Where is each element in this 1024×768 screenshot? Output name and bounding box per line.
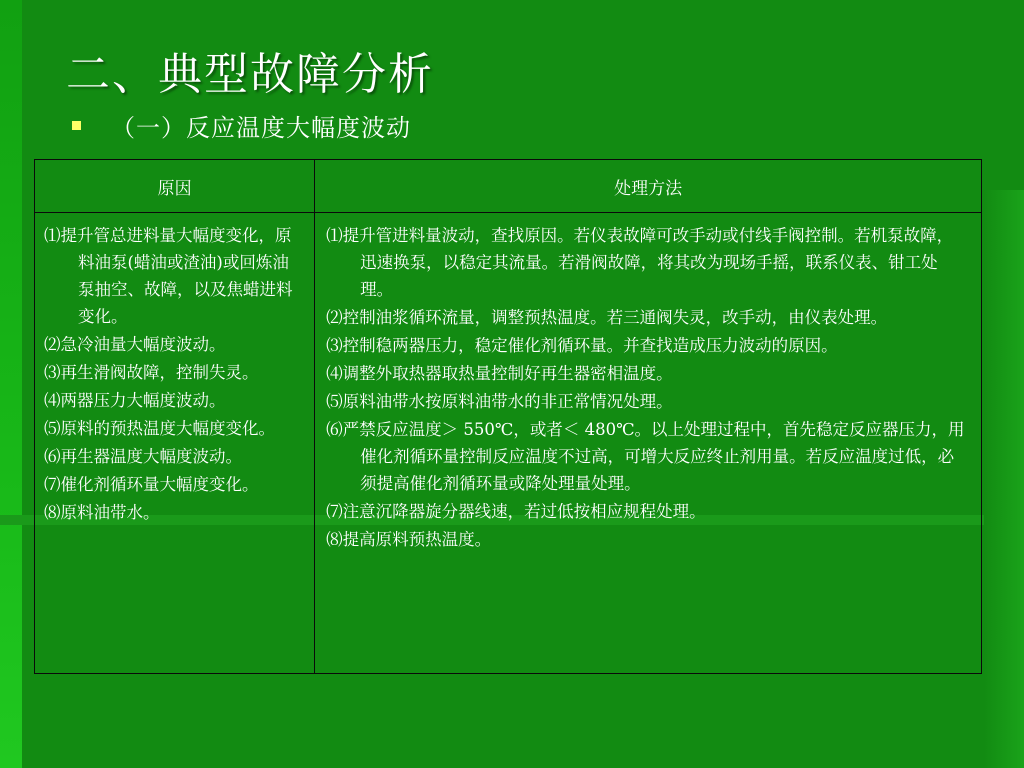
cause-item: ⑻原料油带水。	[44, 503, 160, 522]
method-item: ⑶控制稳两器压力，稳定催化剂循环量。并查找造成压力波动的原因。	[326, 336, 838, 355]
background-left-band	[0, 0, 22, 768]
cause-item: ⑵急冷油量大幅度波动。	[44, 335, 226, 354]
method-item: ⑷调整外取热器取热量控制好再生器密相温度。	[326, 364, 673, 383]
cause-item: ⑴提升管总进料量大幅度变化，原料油泵(蜡油或渣油)或回炼油泵抽空、故障，以及焦蜡进料变化。	[44, 226, 293, 326]
cause-item: ⑷两器压力大幅度波动。	[44, 391, 226, 410]
square-bullet-icon	[72, 121, 81, 130]
method-item: ⑸原料油带水按原料油带水的非正常情况处理。	[326, 392, 673, 411]
header-cause: 原因	[35, 160, 315, 213]
method-cell	[315, 213, 982, 674]
slide-title: 二、典型故障分析	[66, 49, 434, 100]
method-item: ⑻提高原料预热温度。	[326, 530, 492, 549]
method-item: ⑺注意沉降器旋分器线速，若过低按相应规程处理。	[326, 502, 706, 521]
cause-item: ⑺催化剂循环量大幅度变化。	[44, 475, 259, 494]
cause-item: ⑹再生器温度大幅度波动。	[44, 447, 242, 466]
header-method: 处理方法	[315, 160, 982, 213]
cause-cell	[35, 213, 315, 674]
method-item: ⑹严禁反应温度＞ 550℃，或者＜ 480℃。以上处理过程中，首先稳定反应器压力，用催化剂循环量控制反应温度不过高，可增大反应终止剂用量。若反应温度过低，必须提高催化剂循环量或降处理量处理。	[326, 420, 965, 493]
method-item: ⑵控制油浆循环流量，调整预热温度。若三通阀失灵，改手动，由仪表处理。	[326, 308, 888, 327]
cause-item: ⑸原料的预热温度大幅度变化。	[44, 419, 275, 438]
fault-analysis-table	[34, 159, 982, 674]
table-row	[35, 213, 982, 674]
background-right-band	[984, 190, 1024, 768]
slide-subtitle: （一）反应温度大幅度波动	[111, 114, 411, 142]
cause-item: ⑶再生滑阀故障，控制失灵。	[44, 363, 259, 382]
subtitle-line	[72, 108, 411, 143]
method-item: ⑴提升管进料量波动，查找原因。若仪表故障可改手动或付线手阀控制。若机泵故障，迅速换泵，以稳定其流量。若滑阀故障，将其改为现场手摇，联系仪表、钳工处理。	[326, 226, 954, 299]
table-header-row	[35, 160, 982, 213]
